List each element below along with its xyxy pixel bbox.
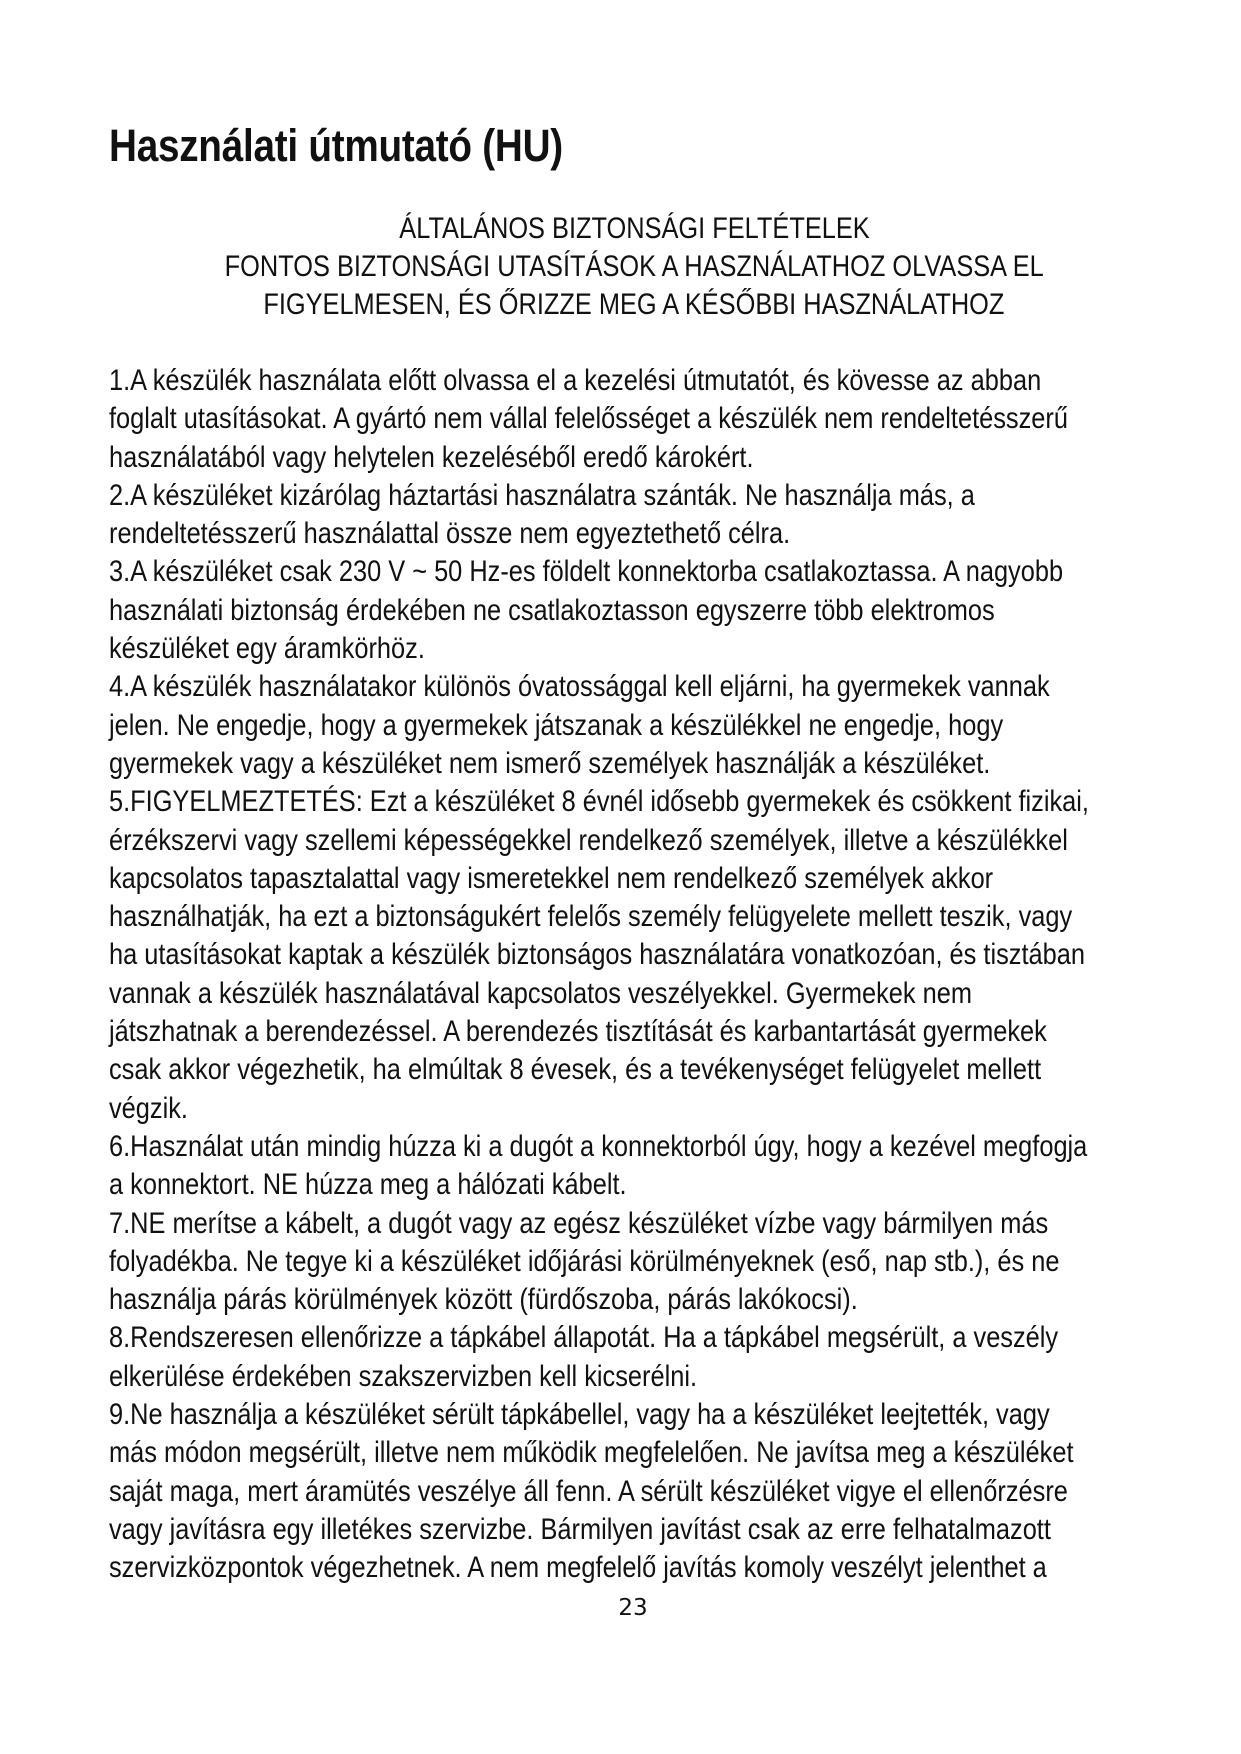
body-text-line: saját maga, mert áramütés veszélye áll fenn. A sérült készüléket vigye el ellenőrzésre xyxy=(109,1474,1068,1508)
body-text-line: 4.A készülék használatakor különös óvatossággal kell eljárni, ha gyermekek vannak xyxy=(109,670,1050,704)
body-text-line: végzik. xyxy=(109,1091,188,1125)
body-text-line: rendeltetésszerű használattal össze nem egyeztethető célra. xyxy=(109,517,791,551)
body-text-line: 5.FIGYELMEZTETÉS: Ezt a készüléket 8 évnél idősebb gyermekek és csökkent fizikai, xyxy=(109,785,1089,819)
body-text-line: folyadékba. Ne tegye ki a készüléket időjárási körülményeknek (eső, nap stb.), és ne xyxy=(109,1244,1060,1278)
safety-instructions-body xyxy=(109,362,1150,1588)
body-text-line: csak akkor végezhetik, ha elmúltak 8 évesek, és a tevékenységet felügyelet mellett xyxy=(109,1053,1042,1087)
body-text-line: 2.A készüléket kizárólag háztartási használatra szánták. Ne használja más, a xyxy=(109,478,975,512)
body-text-line: a konnektort. NE húzza meg a hálózati kábelt. xyxy=(109,1168,627,1202)
body-text-line: használatából vagy helytelen kezeléséből eredő károkért. xyxy=(109,440,754,474)
body-text-line: 7.NE merítse a kábelt, a dugót vagy az egész készüléket vízbe vagy bármilyen más xyxy=(109,1206,1049,1240)
body-text-line: használati biztonság érdekében ne csatlakoztasson egyszerre több elektromos xyxy=(109,593,995,627)
body-text-line: használja párás körülmények között (fürdőszoba, párás lakókocsi). xyxy=(109,1283,858,1317)
body-text-line: 9.Ne használja a készüléket sérült tápkábellel, vagy ha a készüléket leejtették, vagy xyxy=(109,1398,1050,1432)
page-number: 23 xyxy=(618,1595,648,1621)
body-text-line: más módon megsérült, illetve nem működik megfelelően. Ne javítsa meg a készüléket xyxy=(109,1436,1074,1470)
heading-line: FONTOS BIZTONSÁGI UTASÍTÁSOK A HASZNÁLATHOZ OLVASSA EL xyxy=(224,250,1044,283)
body-text-line: 3.A készüléket csak 230 V ~ 50 Hz-es földelt konnektorba csatlakoztassa. A nagyobb xyxy=(109,555,1064,589)
body-text-line: 1.A készülék használata előtt olvassa el a kezelési útmutatót, és kövesse az abban xyxy=(109,364,1042,397)
body-text-line: ha utasításokat kaptak a készülék biztonságos használatára vonatkozóan, és tisztában xyxy=(109,938,1085,972)
body-text-line: 6.Használat után mindig húzza ki a dugót a konnektorból úgy, hogy a kezével megfogja xyxy=(109,1129,1088,1163)
safety-heading xyxy=(109,210,1159,324)
body-text-line: elkerülése érdekében szakszervizben kell kicserélni. xyxy=(109,1359,698,1393)
body-text-line: vagy javításra egy illetékes szervizbe. Bármilyen javítást csak az erre felhatalmazott xyxy=(109,1512,1051,1546)
body-text-line: gyermekek vagy a készüléket nem ismerő személyek használják a készüléket. xyxy=(109,746,991,780)
body-text-line: kapcsolatos tapasztalattal vagy ismeretekkel nem rendelkező személyek akkor xyxy=(109,861,994,895)
body-text-line: 8.Rendszeresen ellenőrizze a tápkábel állapotát. Ha a tápkábel megsérült, a veszély xyxy=(109,1321,1059,1355)
body-text-line: érzékszervi vagy szellemi képességekkel rendelkező személyek, illetve a készülékkel xyxy=(109,823,1068,857)
body-text-line: játszhatnak a berendezéssel. A berendezés tisztítását és karbantartását gyermekek xyxy=(109,1015,1047,1049)
heading-line: FIGYELMESEN, ÉS ŐRIZZE MEG A KÉSŐBBI HASZNÁLATHOZ xyxy=(263,288,1005,321)
page-title: Használati útmutató (HU) xyxy=(109,120,563,171)
body-text-line: foglalt utasításokat. A gyártó nem vállal felelősséget a készülék nem rendeltetésszerű xyxy=(109,402,1068,436)
body-text-line: vannak a készülék használatával kapcsolatos veszélyekkel. Gyermekek nem xyxy=(109,976,973,1010)
body-text-line: szervizközpontok végezhetnek. A nem megfelelő javítás komoly veszélyt jelenthet a xyxy=(109,1551,1047,1585)
body-text-line: használhatják, ha ezt a biztonságukért felelős személy felügyelete mellett teszik, vagy xyxy=(109,900,1073,934)
body-text-line: jelen. Ne engedje, hogy a gyermekek játszanak a készülékkel ne engedje, hogy xyxy=(109,708,1004,742)
body-text-line: készüléket egy áramkörhöz. xyxy=(109,632,425,666)
heading-line: ÁLTALÁNOS BIZTONSÁGI FELTÉTELEK xyxy=(398,212,870,245)
